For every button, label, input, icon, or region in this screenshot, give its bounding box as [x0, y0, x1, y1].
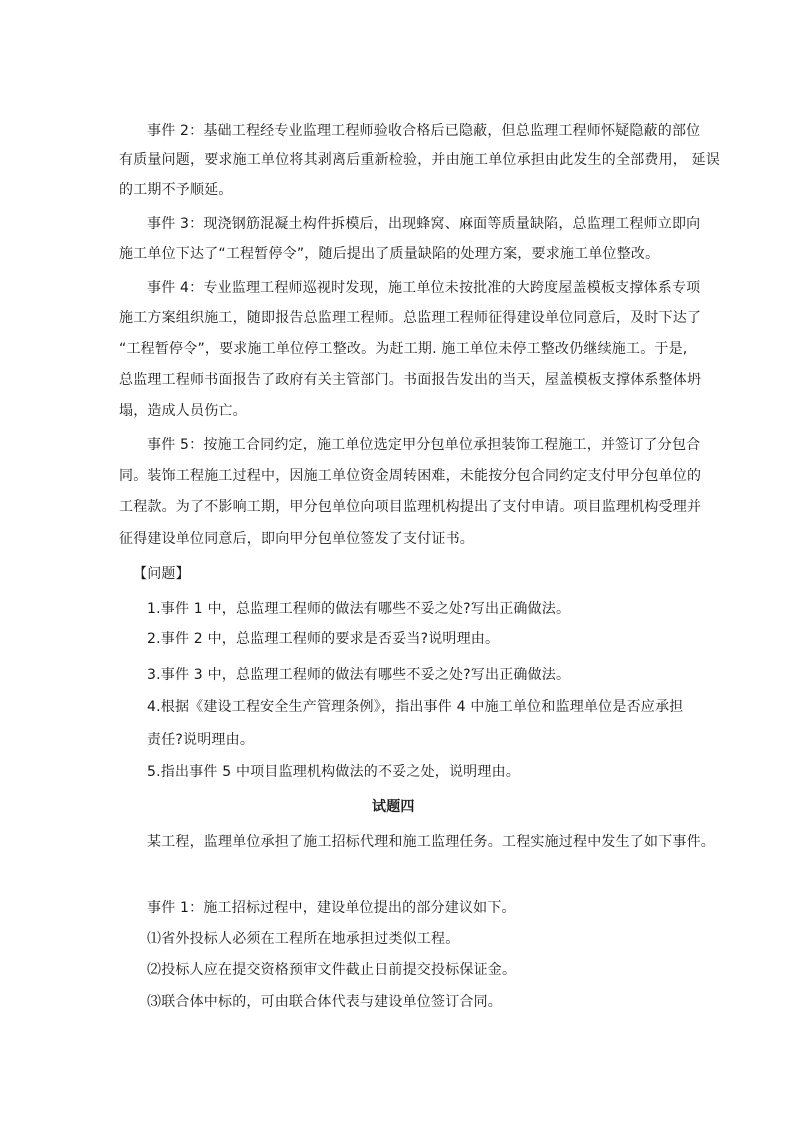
- event2-line-1: 事件 2：基础工程经专业监理工程师验收合格后已隐蔽，但总监理工程师怀疑隐蔽的部位: [147, 123, 701, 139]
- event5-line-1: 事件 5：按施工合同约定，施工单位选定甲分包单位承担装饰工程施工，并签订了分包合: [147, 437, 701, 453]
- event4-line-5: 塌，造成人员伤亡。: [119, 403, 247, 419]
- question-5: 5.指出事件 5 中项目监理机构做法的不妥之处，说明理由。: [147, 764, 520, 780]
- event4-line-1: 事件 4：专业监理工程师巡视时发现，施工单位未按批准的大跨度屋盖模板支撑体系专项: [147, 280, 701, 296]
- question-4: 4.根据《建设工程安全生产管理条例》，指出事件 4 中施工单位和监理单位是否应承担: [147, 699, 684, 715]
- event4-line-2: 施工方案组织施工，随即报告总监理工程师。总监理工程师征得建设单位同意后，及时下达了: [119, 310, 702, 326]
- question-1: 1.事件 1 中，总监理工程师的做法有哪些不妥之处?写出正确做法。: [147, 601, 571, 617]
- event3-line-2: 施工单位下达了“工程暂停令”，随后提出了质量缺陷的处理方案，要求施工单位整改。: [119, 246, 660, 262]
- event5-line-2: 同。装饰工程施工过程中，因施工单位资金周转困难，未能按分包合同约定支付甲分包单位的: [119, 468, 702, 484]
- event1-item-3: ⑶联合体中标的，可由联合体代表与建设单位签订合同。: [147, 994, 502, 1010]
- question-2: 2.事件 2 中，总监理工程师的要求是否妥当?说明理由。: [147, 631, 500, 647]
- event1-item-2: ⑵投标人应在提交资格预审文件截止日前提交投标保证金。: [147, 962, 517, 978]
- event4-line-4: 总监理工程师书面报告了政府有关主管部门。书面报告发出的当天，屋盖模板支撑体系整体坍: [119, 372, 702, 388]
- event5-line-4: 征得建设单位同意后，即向甲分包单位签发了支付证书。: [119, 531, 474, 547]
- questions-heading: 【问题】: [133, 566, 190, 582]
- event1-heading: 事件 1：施工招标过程中，建设单位提出的部分建议如下。: [147, 900, 516, 916]
- question-3: 3.事件 3 中，总监理工程师的做法有哪些不妥之处?写出正确做法。: [147, 667, 571, 683]
- event1-item-1: ⑴省外投标人必须在工程所在地承担过类似工程。: [147, 931, 460, 947]
- intro-paragraph: 某工程，监理单位承担了施工招标代理和施工监理任务。工程实施过程中发生了如下事件。: [147, 834, 715, 850]
- event2-line-2: 有质量问题，要求施工单位将其剥离后重新检验，并由施工单位承担由此发生的全部费用， 延误: [119, 152, 721, 168]
- event3-line-1: 事件 3：现浇钢筋混凝土构件拆模后，出现蜂窝、麻面等质量缺陷，总监理工程师立即向: [147, 216, 701, 232]
- event2-line-3: 的工期不予顺延。: [119, 182, 233, 198]
- event5-line-3: 工程款。为了不影响工期，甲分包单位向项目监理机构提出了支付申请。项目监理机构受理并: [119, 499, 702, 515]
- question-4-continued: 责任?说明理由。: [147, 732, 255, 748]
- section-title: 试题四: [372, 799, 415, 815]
- event4-line-3: “工程暂停令”，要求施工单位停工整改。为赶工期. 施工单位未停工整改仍继续施工。于是,: [119, 341, 688, 357]
